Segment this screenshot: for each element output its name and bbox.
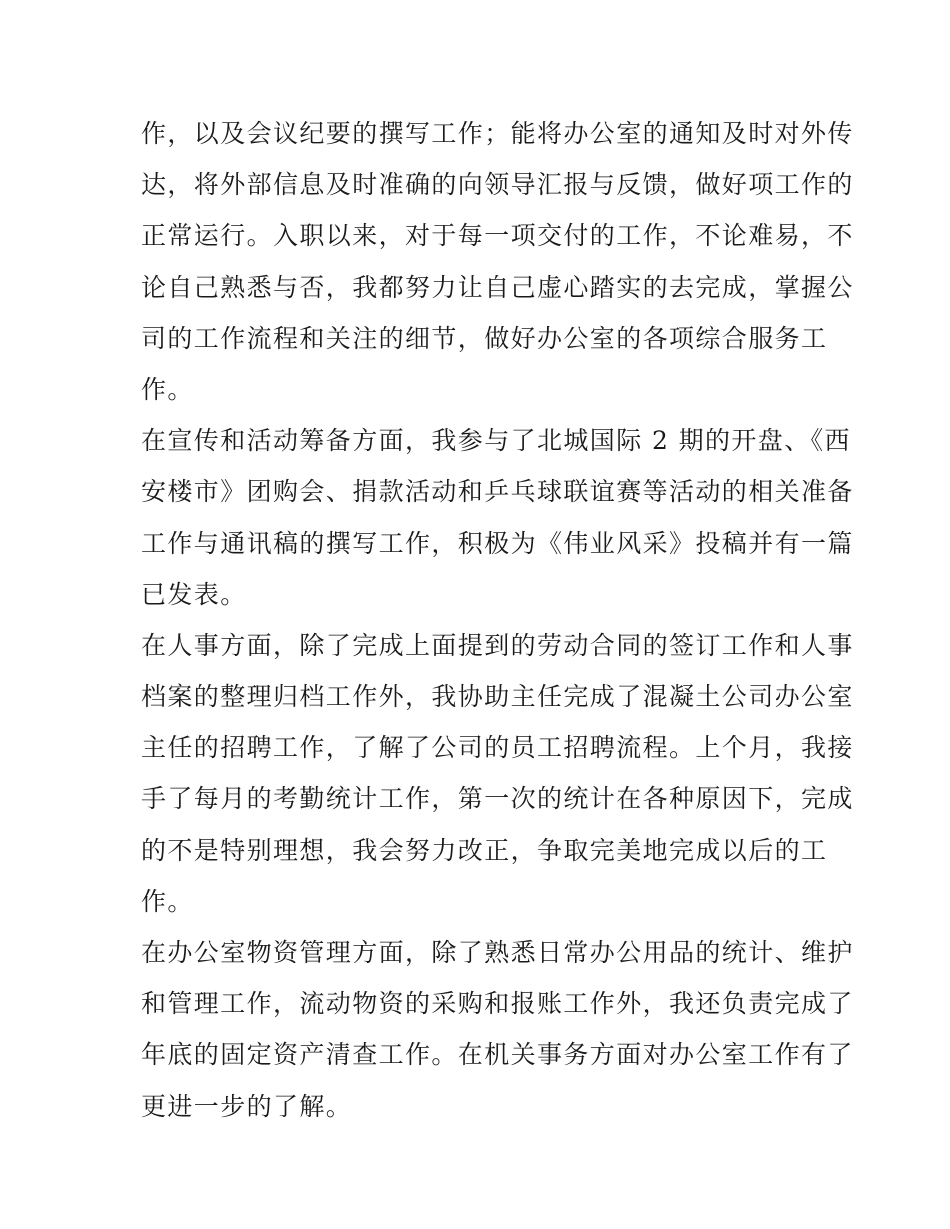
text-line: 论自己熟悉与否，我都努力让自己虚心踏实的去完成，掌握公 — [141, 272, 854, 302]
text-line: 作。 — [141, 886, 194, 916]
text-line: 在办公室物资管理方面，除了熟悉日常办公用品的统计、维护 — [141, 938, 854, 967]
text-line: 和管理工作，流动物资的采购和报账工作外，我还负责完成了 — [141, 989, 854, 1019]
text-line: 作，以及会议纪要的撰写工作；能将办公室的通知及时对外传 — [141, 119, 854, 148]
text-line: 主任的招聘工作，了解了公司的员工招聘流程。上个月，我接 — [141, 733, 854, 763]
text-line: 达，将外部信息及时准确的向领导汇报与反馈，做好项工作的 — [141, 170, 854, 200]
text-line: 的不是特别理想，我会努力改正，争取完美地完成以后的工 — [141, 835, 828, 865]
document-body — [141, 108, 854, 1132]
text-line: 更进一步的了解。 — [141, 1091, 353, 1121]
text-line: 在宣传和活动筹备方面，我参与了北城国际 2 期的开盘、《西 — [141, 426, 851, 456]
text-line: 已发表。 — [141, 579, 247, 609]
text-line: 正常运行。入职以来，对于每一项交付的工作，不论难易，不 — [141, 221, 854, 251]
text-line: 安楼市》团购会、捐款活动和乒乓球联谊赛等活动的相关准备 — [141, 477, 854, 507]
text-line: 年底的固定资产清查工作。在机关事务方面对办公室工作有了 — [141, 1040, 854, 1070]
text-line: 在人事方面，除了完成上面提到的劳动合同的签订工作和人事 — [141, 630, 854, 660]
text-line: 作。 — [141, 374, 194, 404]
text-line: 手了每月的考勤统计工作，第一次的统计在各种原因下，完成 — [141, 784, 854, 814]
text-line: 司的工作流程和关注的细节，做好办公室的各项综合服务工 — [141, 323, 828, 353]
text-line: 档案的整理归档工作外，我协助主任完成了混凝土公司办公室 — [141, 682, 854, 712]
text-line: 工作与通讯稿的撰写工作，积极为《伟业风采》投稿并有一篇 — [141, 528, 854, 558]
